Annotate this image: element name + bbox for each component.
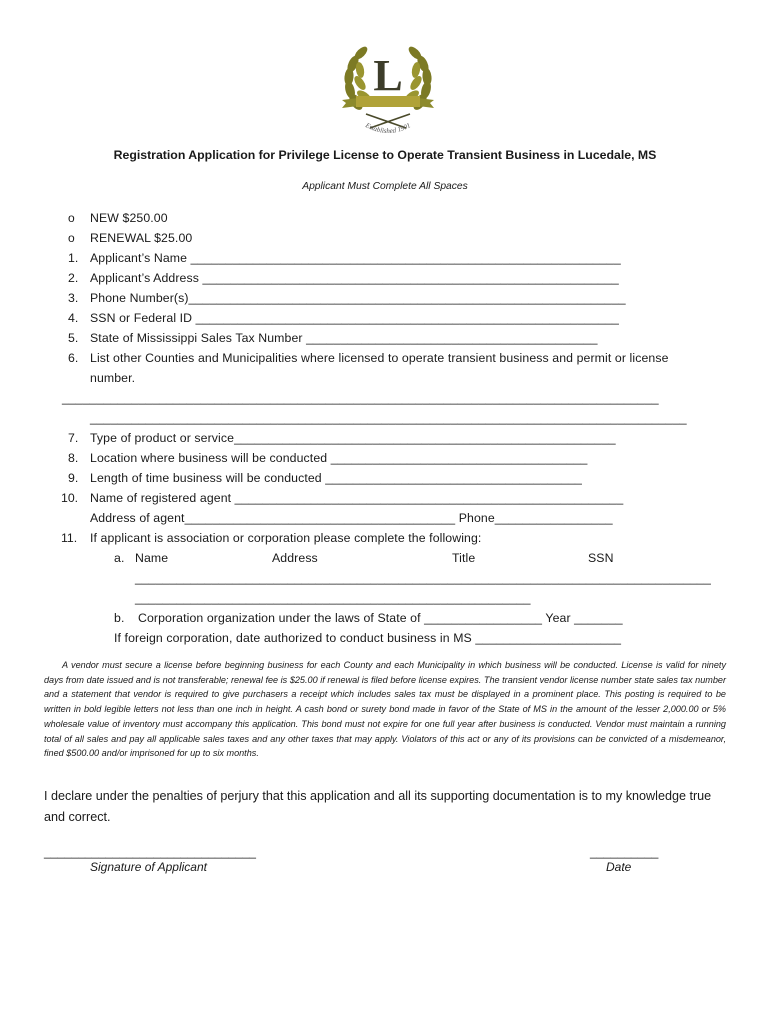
option-renewal-label: RENEWAL $25.00 xyxy=(90,231,193,245)
applicant-name-field[interactable]: Applicant’s Name ______________________________________________________________ xyxy=(90,251,621,265)
officers-field-line-1[interactable]: ___________________________________________________________________________________ xyxy=(135,571,711,585)
other-counties-field-line-1[interactable]: ______________________________________________________________________________________ xyxy=(62,391,659,405)
phone-number-field[interactable]: Phone Number(s)_______________________________________________________________ xyxy=(90,291,626,305)
item-number: 8. xyxy=(68,451,79,465)
item-number: 5. xyxy=(68,331,79,345)
item-number: 10. xyxy=(61,491,79,505)
option-renewal-checkbox[interactable]: o xyxy=(68,231,75,245)
city-seal-logo xyxy=(336,40,440,140)
page-subtitle: Applicant Must Complete All Spaces xyxy=(302,181,468,192)
column-ssn-header: SSN xyxy=(588,551,614,565)
business-duration-field[interactable]: Length of time business will be conducted _____________________________________ xyxy=(90,471,582,485)
perjury-declaration: I declare under the penalties of perjury that this application and all its supporting documentation is to my knowledge true and correct. xyxy=(44,789,712,824)
registered-agent-field[interactable]: Name of registered agent ________________________________________________________ xyxy=(90,491,624,505)
sub-item-letter: b. xyxy=(114,611,125,625)
corporation-state-year-field[interactable]: Corporation organization under the laws of State of _________________ Year _______ xyxy=(138,611,623,625)
item-number: 2. xyxy=(68,271,79,285)
business-location-field[interactable]: Location where business will be conducted _____________________________________ xyxy=(90,451,588,465)
ssn-federal-id-field[interactable]: SSN or Federal ID _____________________________________________________________ xyxy=(90,311,619,325)
date-label: Date xyxy=(606,860,632,874)
applicant-address-field[interactable]: Applicant’s Address ____________________________________________________________ xyxy=(90,271,619,285)
item-number: 4. xyxy=(68,311,79,325)
agent-address-phone-field[interactable]: Address of agent_______________________________________ Phone_________________ xyxy=(90,511,613,525)
column-title-header: Title xyxy=(452,551,476,565)
officers-field-line-2[interactable]: _________________________________________________________ xyxy=(135,591,531,605)
page-title: Registration Application for Privilege License to Operate Transient Business in Lucedale, MS xyxy=(113,148,657,162)
item-number: 9. xyxy=(68,471,79,485)
other-counties-field-line-2[interactable]: ______________________________________________________________________________________ xyxy=(90,411,687,425)
other-counties-label-cont: number. xyxy=(90,371,136,385)
association-label: If applicant is association or corporation please complete the following: xyxy=(90,531,482,545)
sales-tax-number-field[interactable]: State of Mississippi Sales Tax Number __________________________________________ xyxy=(90,331,598,345)
logo-letter: L xyxy=(373,51,403,100)
item-number: 11. xyxy=(61,531,78,545)
option-new-checkbox[interactable]: o xyxy=(68,211,75,225)
column-address-header: Address xyxy=(272,551,318,565)
item-number: 7. xyxy=(68,431,79,445)
column-name-header: Name xyxy=(135,551,169,565)
vendor-notice-paragraph: A vendor must secure a license before beginning business for each County and each Municipality in which business will be conducted. License is valid for ninety days from date issued and is not transferable; renewal fee is $25.00 if renewal is filed before license expires. The transient vendor license number state sales tax number and a statement that vendor is required to give purchasers a receipt which includes sales tax must be displayed in a prominent place. This posting is required to be written in bold legible letters not less than one inch in height. A cash bond or surety bond made in favor of the State of MS in the amount of the lesser 2,000.00 or 5% wholesale value of inventory must accompany this application. This bond must not expire for one full year after business is conducted. Vendor must maintain a running total of all sales and pay all applicable sales taxes and any other taxes that may apply. Violators of this act or any of its provisions can be convicted of a misdemeanor, fined $500.00 and/or imprisoned for up to six months. xyxy=(44,660,726,759)
sub-item-letter: a. xyxy=(114,551,125,565)
foreign-corporation-date-field[interactable]: If foreign corporation, date authorized to conduct business in MS _____________________ xyxy=(114,631,622,645)
signature-field[interactable]: _______________________________ xyxy=(44,845,257,859)
signature-label: Signature of Applicant xyxy=(90,860,207,874)
option-new-label: NEW $250.00 xyxy=(90,211,168,225)
other-counties-label: List other Counties and Municipalities where licensed to operate transient business and permit or license xyxy=(90,351,669,365)
item-number: 1. xyxy=(68,251,79,265)
logo-established: Established 1901 xyxy=(364,121,412,136)
item-number: 6. xyxy=(68,351,79,365)
item-number: 3. xyxy=(68,291,79,305)
product-service-field[interactable]: Type of product or service_______________________________________________________ xyxy=(90,431,616,445)
date-field[interactable]: __________ xyxy=(590,845,659,859)
